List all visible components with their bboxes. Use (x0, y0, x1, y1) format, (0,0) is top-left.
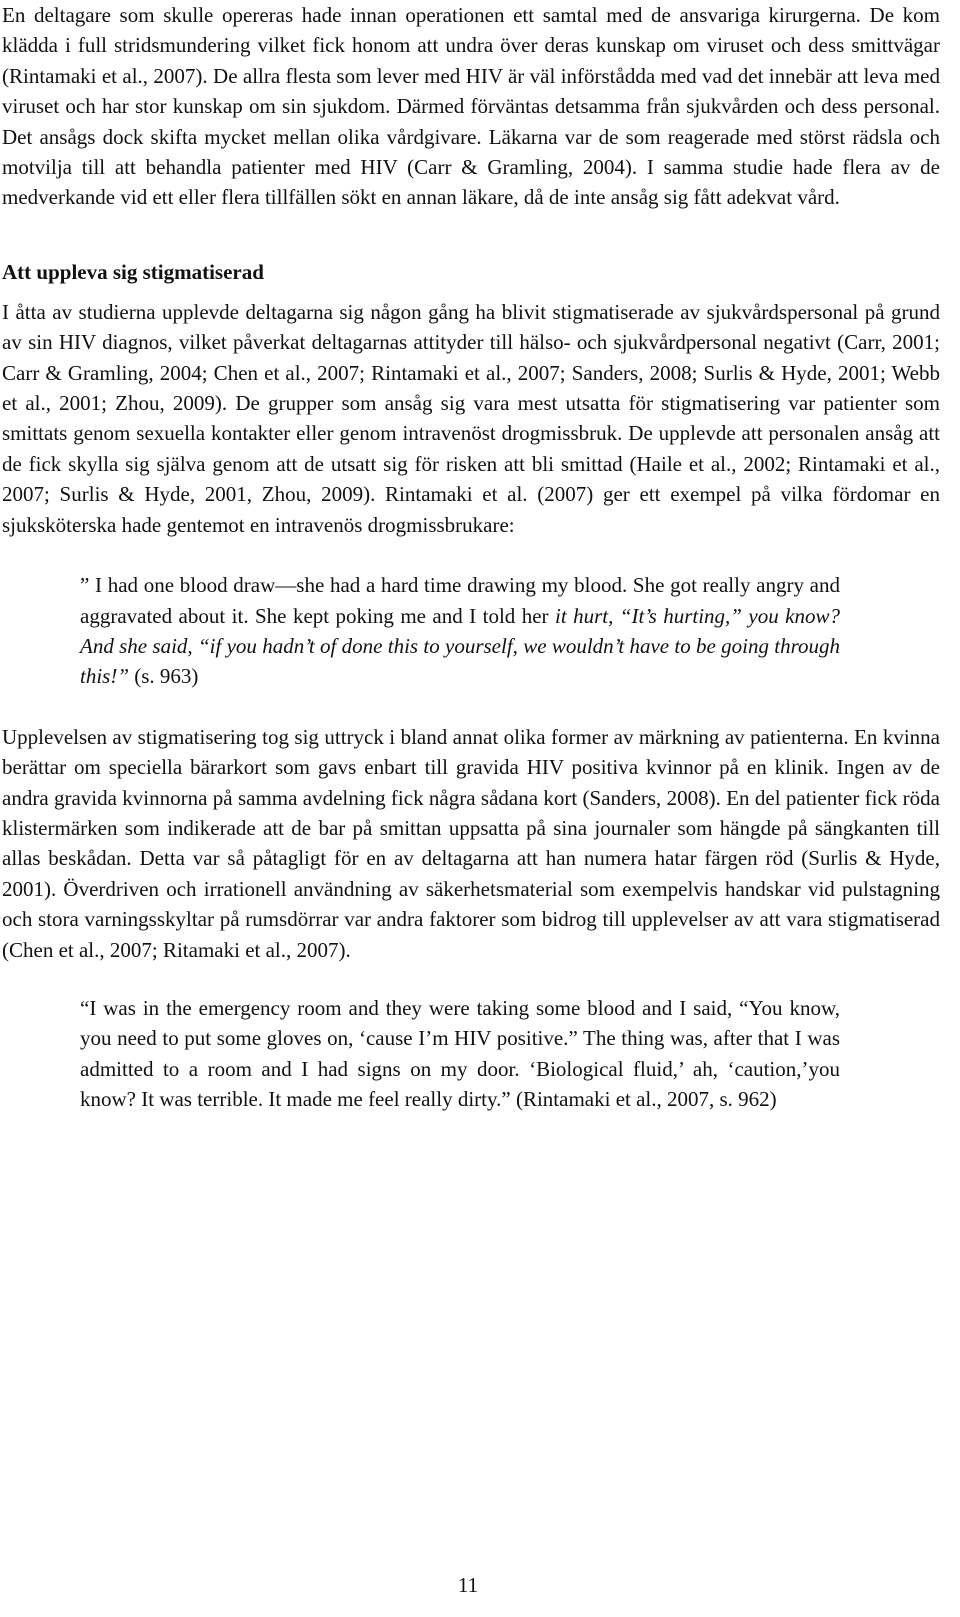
section-heading: Att uppleva sig stigmatiserad (2, 259, 264, 284)
block-quote-1 (80, 570, 840, 692)
quote-1-citation: (s. 963) (134, 664, 199, 689)
body-paragraph-2: I åtta av studierna upplevde deltagarna sig någon gång ha blivit stigmatiserade av sjukvårdspersonal på grund av sin HIV diagnos, vilket påverkat deltagarnas attityder till hälso- och sjukvårdpersonal negativt (Carr, 2001; Carr & Gramling, 2004; Chen et al., 2007; Rintamaki et al., 2007; Sanders, 2008; Surlis & Hyde, 2001; Webb et al., 2001; Zhou, 2009). De grupper som ansåg sig vara mest utsatta för stigmatisering var patienter som smittats genom sexuella kontakter eller genom intravenöst drogmissbruk. De upplevde att personalen ansåg att de fick skylla sig själva genom att de utsatt sig för risken att bli smittad (Haile et al., 2002; Rintamaki et al., 2007; Surlis & Hyde, 2001, Zhou, 2009). Rintamaki et al. (2007) ger ett exempel på vilka fördomar en sjuksköterska hade gentemot en intravenös drogmissbrukare: (2, 299, 940, 537)
body-paragraph-3: Upplevelsen av stigmatisering tog sig uttryck i bland annat olika former av märkning av patienterna. En kvinna berättar om speciella bärarkort som gavs enbart till gravida HIV positiva kvinnor på en klinik. Ingen av de andra gravida kvinnorna på samma avdelning fick några sådana kort (Sanders, 2008). En del patienter fick röda klistermärken som indikerade att de bar på smittan uppsatta på sina journaler som hängde på sängkanten till allas beskådan. Detta var så påtagligt för en av deltagarna att han numera hatar färgen röd (Surlis & Hyde, 2001). Överdriven och irrationell användning av säkerhetsmaterial som exempelvis handskar vid pulstagning och stora varningsskyltar på rumsdörrar var andra faktorer som bidrog till upplevelser av att vara stigmatiserad (Chen et al., 2007; Ritamaki et al., 2007). (2, 724, 940, 962)
body-paragraph-1: En deltagare som skulle opereras hade innan operationen ett samtal med de ansvariga kirurgerna. De kom klädda i full stridsmundering vilket fick honom att undra över deras kunskap om viruset och dess smittvägar (Rintamaki et al., 2007). De allra flesta som lever med HIV är väl införstådda med vad det innebär att leva med viruset och har stor kunskap om sin sjukdom. Därmed förväntas detsamma från sjukvården och dess personal. Det ansågs dock skifta mycket mellan olika vårdgivare. Läkarna var de som reagerade med störst rädsla och motvilja till att behandla patienter med HIV (Carr & Gramling, 2004). I samma studie hade flera av de medverkande vid ett eller flera tillfällen sökt en annan läkare, då de inte ansåg sig fått adekvat vård. (2, 3, 940, 210)
block-quote-2 (80, 993, 840, 1115)
quote-1-upright-text: ” I had one blood draw—she had a hard time drawing my blood. She got really angry and aggravated about it. She kept poking me and I told her (80, 573, 840, 628)
document-page (2, 0, 940, 1115)
page-number: 11 (457, 1573, 479, 1597)
quote-2-italic-text: “I was in the emergency room and they were taking some blood and I said, “You know, you need to put some gloves on, ‘cause I’m HIV positive.” The thing was, after that I was admitted to a room and I had signs on my door. ‘Biological fluid,’ ah, ‘caution,’you know? It was terrible. It made me feel really dirty.” (80, 995, 840, 1112)
quote-2-citation: (Rintamaki et al., 2007, s. 962) (515, 1087, 777, 1112)
quote-1-italic-text: it hurt, “It’s hurting,” you know? And she said, “if you hadn’t of done this to yourself, we wouldn’t have to be going through this!” (80, 603, 840, 689)
